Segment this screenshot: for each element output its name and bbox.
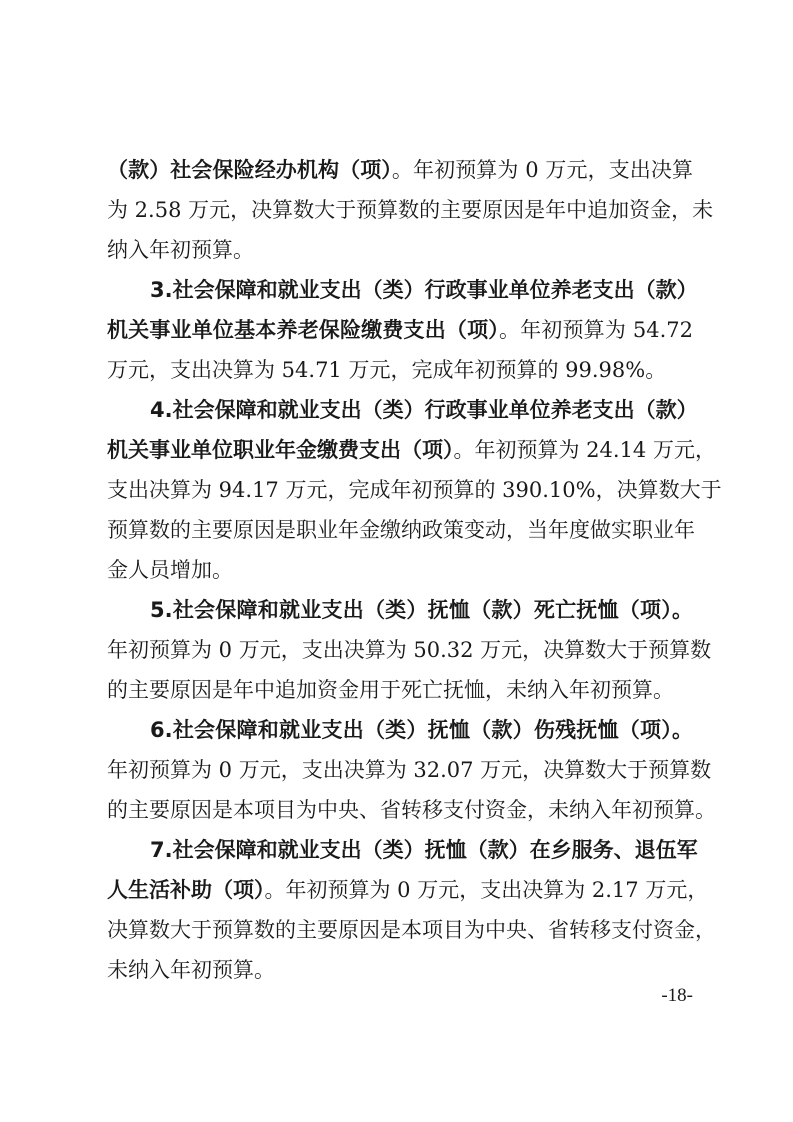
text-line: 年初预算为 0 万元，支出决算为 50.32 万元，决算数大于预算数 [107,638,712,662]
text-line: （款）社会保险经办机构（项）。年初预算为 0 万元，支出决算 [107,158,693,182]
text-line: 的主要原因是年中追加资金用于死亡抚恤，未纳入年初预算。 [107,678,674,702]
text-line: 金人员增加。 [107,558,233,582]
text-line: 决算数大于预算数的主要原因是本项目为中央、省转移支付资金， [107,918,716,942]
text-line: 支出决算为 94.17 万元，完成年初预算的 390.10%，决算数大于 [107,478,722,502]
text-line: 未纳入年初预算。 [107,958,275,982]
item-heading: 3.社会保障和就业支出（类）行政事业单位养老支出（款） [150,278,698,302]
page-number: -18- [661,985,693,1006]
item-heading: 7.社会保障和就业支出（类）抚恤（款）在乡服务、退伍军 [150,838,698,862]
text-line: 机关事业单位职业年金缴费支出（项）。年初预算为 24.14 万元， [107,438,716,462]
text-line: 机关事业单位基本养老保险缴费支出（项）。年初预算为 54.72 [107,318,693,342]
text-line: 万元，支出决算为 54.71 万元，完成年初预算的 99.98%。 [107,358,667,382]
text-line: 预算数的主要原因是职业年金缴纳政策变动，当年度做实职业年 [107,518,695,542]
text-line: 为 2.58 万元，决算数大于预算数的主要原因是年中追加资金，未 [107,198,714,222]
item-heading: 5.社会保障和就业支出（类）抚恤（款）死亡抚恤（项）。 [150,598,693,622]
item-heading: 4.社会保障和就业支出（类）行政事业单位养老支出（款） [150,398,698,422]
text-line: 的主要原因是本项目为中央、省转移支付资金，未纳入年初预算。 [107,798,716,822]
text-line: 纳入年初预算。 [107,238,254,262]
text-line: 年初预算为 0 万元，支出决算为 32.07 万元，决算数大于预算数 [107,758,712,782]
text-line: 人生活补助（项）。年初预算为 0 万元，支出决算为 2.17 万元， [107,878,709,902]
item-heading: 6.社会保障和就业支出（类）抚恤（款）伤残抚恤（项）。 [150,718,693,742]
